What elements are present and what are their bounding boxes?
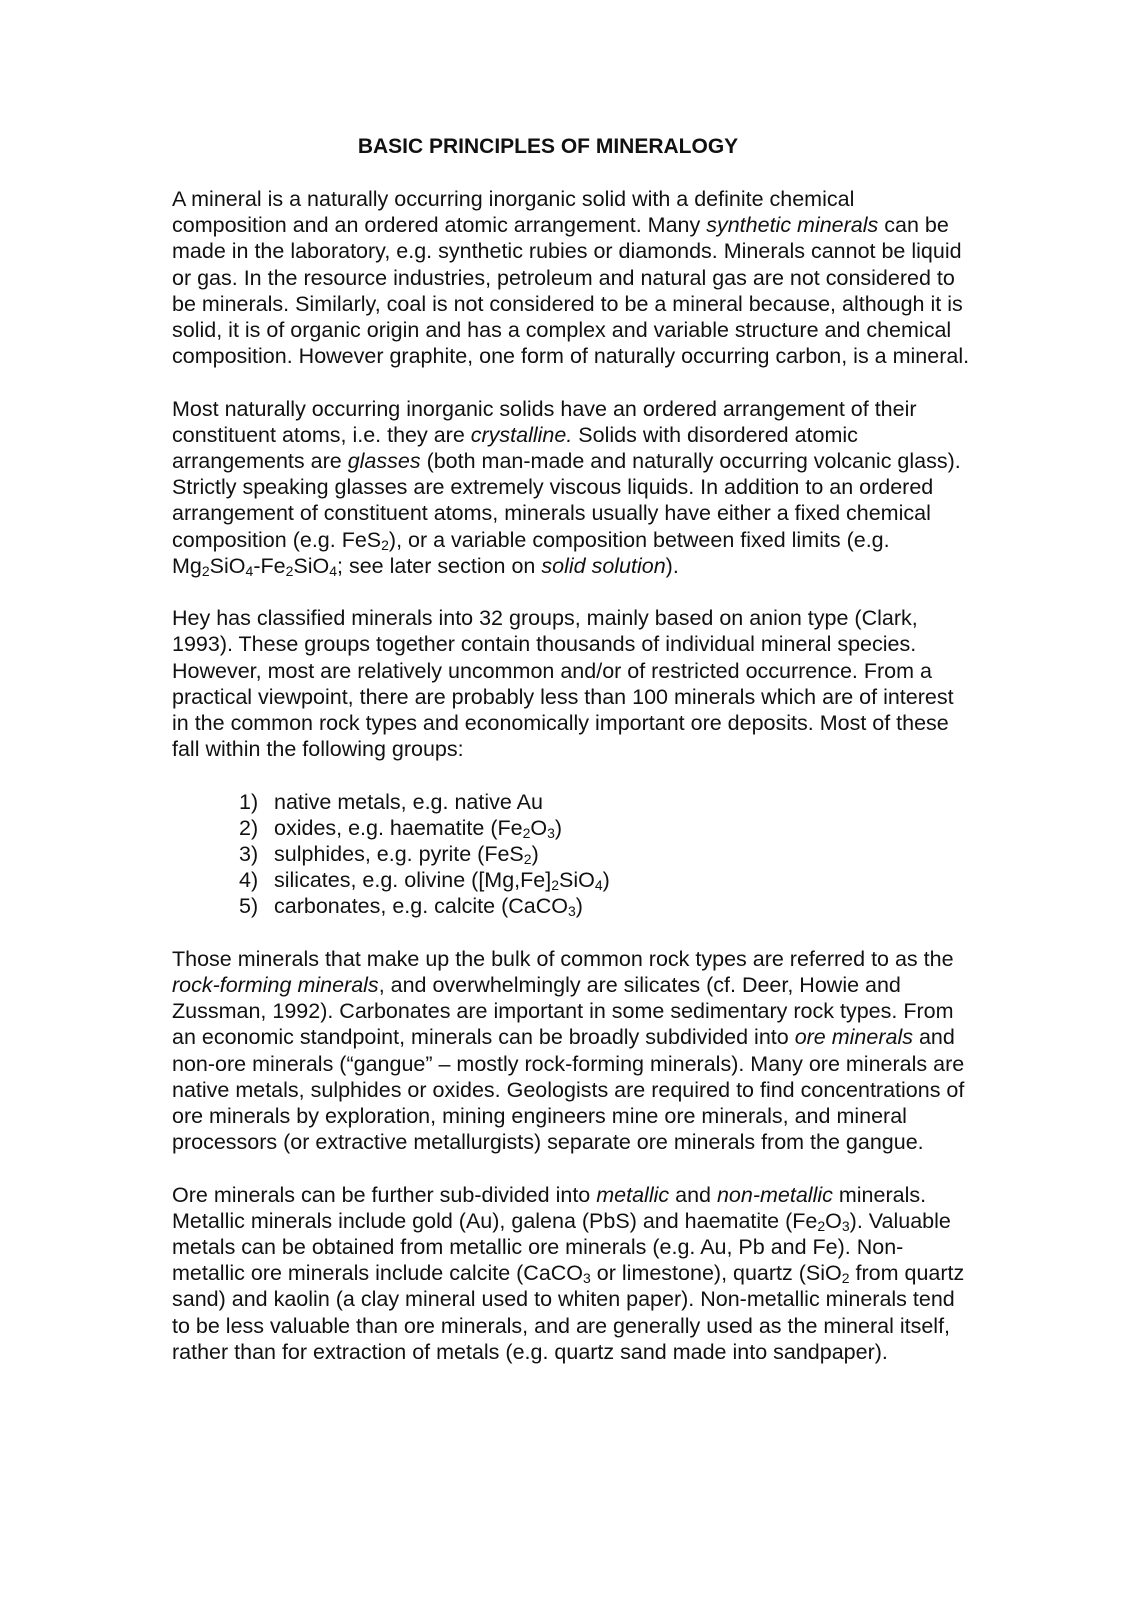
list-item-text: sulphides, e.g. pyrite (FeS$_2$) <box>274 842 539 868</box>
list-item-text: carbonates, e.g. calcite (CaCO$_3$) <box>274 894 583 920</box>
list-item-text: native metals, e.g. native Au <box>274 789 543 814</box>
list-item <box>172 893 972 919</box>
paragraph-rock-forming-minerals: Those minerals that make up the bulk of common rock types are referred to as the rock-forming minerals, and overwhelmingly are silicates (cf. Deer, Howie and Zussman, 1992). Carbonates are important in some sedimentary rock types. From an economic standpoint, minerals can be broadly subdivided into ore minerals and non-ore minerals (“gangue” – mostly rock-forming minerals). Many ore minerals are native metals, sulphides or oxides. Geologists are required to find concentrations of ore minerals by exploration, mining engineers mine ore minerals, and mineral processors (or extractive metallurgists) separate ore minerals from the gangue. <box>172 946 965 1155</box>
paragraph-crystalline-structure: Most naturally occurring inorganic solids have an ordered arrangement of their constituent atoms, i.e. they are crystalline. Solids with disordered atomic arrangements are glasses (both man-made and naturally occurring volcanic glass). Strictly speaking glasses are extremely viscous liquids. In addition to an ordered arrangement of constituent atoms, minerals usually have either a fixed chemical composition (e.g. FeS$_2$), or a variable composition between fixed limits (e.g. $Mg_2SiO_4-Fe_2SiO_4$; see later section on solid solution). <box>172 396 961 579</box>
list-item <box>172 841 972 867</box>
list-item <box>172 789 972 815</box>
list-item-number: 4) <box>239 868 259 893</box>
list-item-number: 2) <box>239 815 259 840</box>
list-item <box>172 867 972 893</box>
paragraph-mineral-groups: Hey has classified minerals into 32 groups, mainly based on anion type (Clark, 1993). These groups together contain thousands of individual mineral species. However, most are relatively uncommon and/or of restricted occurrence. From a practical viewpoint, there are probably less than 100 minerals which are of interest in the common rock types and economically important ore deposits. Most of these fall within the following groups: <box>172 606 954 762</box>
paragraph-mineral-definition: A mineral is a naturally occurring inorganic solid with a definite chemical composition and an ordered atomic arrangement. Many synthetic minerals can be made in the laboratory, e.g. synthetic rubies or diamonds. Minerals cannot be liquid or gas. In the resource industries, petroleum and natural gas are not considered to be minerals. Similarly, coal is not considered to be a mineral because, although it is solid, it is of organic origin and has a complex and variable structure and chemical composition. However graphite, one form of naturally occurring carbon, is a mineral. <box>172 187 970 369</box>
list-item-text: oxides, e.g. haematite $(Fe_2O_3)$ <box>274 815 563 841</box>
list-item-number: 5) <box>239 894 259 919</box>
list-item-number: 1) <box>239 789 259 814</box>
mineral-groups-list <box>172 789 972 920</box>
list-item-text: silicates, e.g. olivine $([Mg,Fe]_2SiO_4)$ <box>274 868 610 894</box>
document-page <box>172 134 972 1391</box>
list-item <box>172 815 972 841</box>
paragraph-ore-minerals: Ore minerals can be further sub-divided into metallic and non-metallic minerals. Metallic minerals include gold (Au), galena (PbS) and haematite $(Fe_2O_3)$. Valuable metals can be obtained from metallic ore minerals (e.g. Au, Pb and Fe). Non-metallic ore minerals include calcite (CaCO$_3$ or limestone), quartz (SiO$_2$ from quartz sand) and kaolin (a clay mineral used to whiten paper). Non-metallic minerals tend to be less valuable than ore minerals, and are generally used as the mineral itself, rather than for extraction of metals (e.g. quartz sand made into sandpaper). <box>172 1182 965 1364</box>
list-item-number: 3) <box>239 842 259 867</box>
document-title: BASIC PRINCIPLES OF MINERALOGY <box>357 135 739 158</box>
